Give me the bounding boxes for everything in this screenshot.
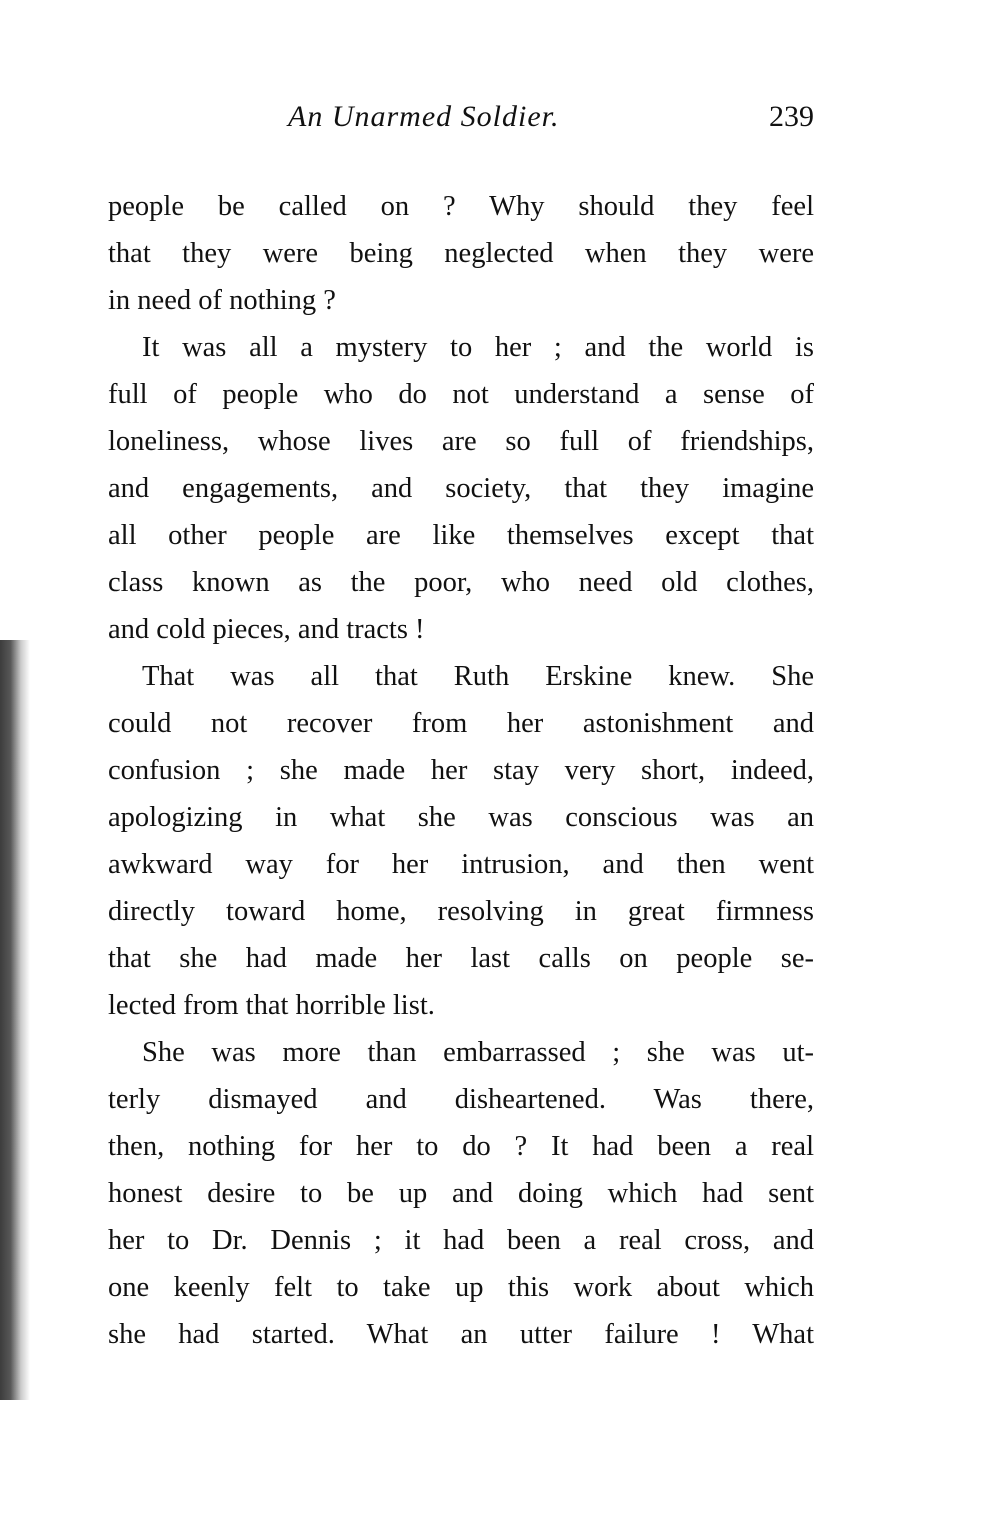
text-line: It was all a mystery to her ; and the world is [142,332,814,363]
running-title: An Unarmed Soldier. [288,100,560,133]
text-line: terly dismayed and disheartened. Was there, [108,1084,814,1115]
text-line: That was all that Ruth Erskine knew. She [142,661,814,692]
text-line: confusion ; she made her stay very short, indeed, [108,755,814,786]
text-line: her to Dr. Dennis ; it had been a real cross, and [108,1225,814,1256]
text-line: class known as the poor, who need old clothes, [108,567,814,598]
body-text [108,183,814,1358]
page-number: 239 [769,100,814,133]
text-line: she had started. What an utter failure ! What [108,1319,814,1350]
text-line: and cold pieces, and tracts ! [108,614,425,645]
text-line: apologizing in what she was conscious was an [108,802,814,833]
text-line: could not recover from her astonishment and [108,708,814,739]
paragraph [108,653,814,1029]
binding-shadow [0,640,30,1400]
text-line: directly toward home, resolving in great firmness [108,896,814,927]
text-line: that they were being neglected when they were [108,238,814,269]
text-line: that she had made her last calls on people se- [108,943,814,974]
text-line: all other people are like themselves except that [108,520,814,551]
text-line: honest desire to be up and doing which had sent [108,1178,814,1209]
text-line: awkward way for her intrusion, and then went [108,849,814,880]
text-line: full of people who do not understand a sense of [108,379,814,410]
paragraph [108,324,814,653]
text-line: and engagements, and society, that they imagine [108,473,814,504]
page-header [108,100,814,148]
text-line: then, nothing for her to do ? It had been a real [108,1131,814,1162]
text-line: loneliness, whose lives are so full of friendships, [108,426,814,457]
paragraph [108,1029,814,1358]
text-line: She was more than embarrassed ; she was ut- [142,1037,814,1068]
text-line: people be called on ? Why should they feel [108,191,814,222]
text-line: one keenly felt to take up this work about which [108,1272,814,1303]
text-line: lected from that horrible list. [108,990,435,1021]
text-line: in need of nothing ? [108,285,336,316]
paragraph [108,183,814,324]
